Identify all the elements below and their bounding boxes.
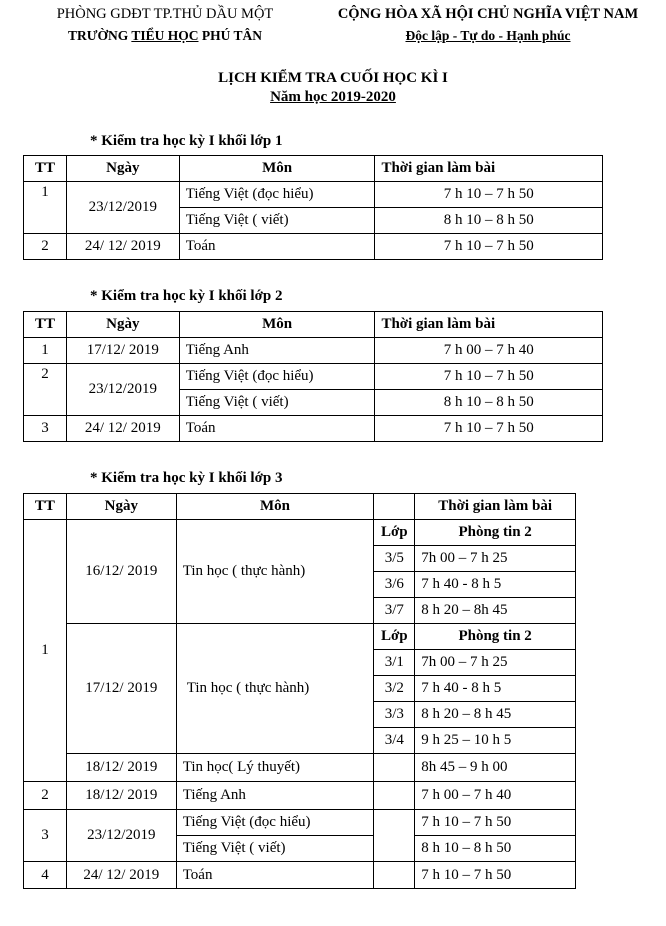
cell-class: 3/2 xyxy=(374,676,415,702)
cell-class: 3/5 xyxy=(374,546,415,572)
cell-tt: 2 xyxy=(24,782,67,810)
cell-date: 18/12/ 2019 xyxy=(66,782,176,810)
cell-time: 7 h 10 – 7 h 50 xyxy=(415,862,576,889)
cell-time: 7h 00 – 7 h 25 xyxy=(415,650,576,676)
header-tt: TT xyxy=(24,156,67,182)
grade1-heading: * Kiểm tra học kỳ I khối lớp 1 xyxy=(90,133,283,149)
cell-room-header: Phòng tin 2 xyxy=(415,624,576,650)
cell-tt: 1 xyxy=(24,338,67,364)
grade3-heading: * Kiểm tra học kỳ I khối lớp 3 xyxy=(90,470,283,486)
cell-time: 7 h 10 – 7 h 50 xyxy=(375,234,603,260)
cell-time: 7 h 10 – 7 h 50 xyxy=(415,810,576,836)
cell-subject: Tin học ( thực hành) xyxy=(176,624,374,754)
school-year: Năm học 2019-2020 xyxy=(270,89,396,105)
cell-tt: 1 xyxy=(24,520,67,782)
table-row xyxy=(24,416,603,442)
grade3-table xyxy=(23,493,576,889)
header-time: Thời gian làm bài xyxy=(375,312,603,338)
cell-subject: Tin học( Lý thuyết) xyxy=(176,754,374,782)
table-header-row xyxy=(24,156,603,182)
cell-class-header: Lớp xyxy=(374,520,415,546)
header-empty xyxy=(374,494,415,520)
table-row xyxy=(24,810,576,836)
cell-tt: 1 xyxy=(24,182,67,234)
table-row xyxy=(24,338,603,364)
cell-subject: Toán xyxy=(176,862,374,889)
cell-class-header: Lớp xyxy=(374,624,415,650)
header-tt: TT xyxy=(24,312,67,338)
cell-date: 17/12/ 2019 xyxy=(66,624,176,754)
cell-date: 24/ 12/ 2019 xyxy=(66,416,179,442)
header-subject: Môn xyxy=(176,494,374,520)
cell-subject: Tiếng Anh xyxy=(179,338,375,364)
school-name xyxy=(30,28,300,44)
table-row xyxy=(24,234,603,260)
table-row xyxy=(24,182,603,208)
header-tt: TT xyxy=(24,494,67,520)
cell-date: 17/12/ 2019 xyxy=(66,338,179,364)
cell-subject: Tiếng Việt ( viết) xyxy=(176,836,374,862)
cell-tt: 2 xyxy=(24,234,67,260)
header-date: Ngày xyxy=(66,156,179,182)
grade1-table xyxy=(23,155,603,260)
cell-time: 7 h 10 – 7 h 50 xyxy=(375,416,603,442)
cell-subject: Tiếng Anh xyxy=(176,782,374,810)
cell-class: 3/3 xyxy=(374,702,415,728)
cell-date: 18/12/ 2019 xyxy=(66,754,176,782)
cell-subject: Toán xyxy=(179,234,375,260)
table-row xyxy=(24,624,576,650)
cell-time: 7 h 40 - 8 h 5 xyxy=(415,676,576,702)
cell-time: 8 h 20 – 8h 45 xyxy=(415,598,576,624)
cell-time: 7 h 10 – 7 h 50 xyxy=(375,364,603,390)
cell-time: 8h 45 – 9 h 00 xyxy=(415,754,576,782)
cell-class: 3/6 xyxy=(374,572,415,598)
cell-time: 8 h 10 – 8 h 50 xyxy=(415,836,576,862)
school-name-underlined: TIỂU HỌC xyxy=(131,28,199,43)
cell-time: 7 h 00 – 7 h 40 xyxy=(415,782,576,810)
table-row xyxy=(24,520,576,546)
cell-tt: 4 xyxy=(24,862,67,889)
cell-date: 23/12/2019 xyxy=(66,810,176,862)
school-name-prefix: TRƯỜNG xyxy=(67,28,132,43)
header-subject: Môn xyxy=(179,156,375,182)
table-header-row xyxy=(24,312,603,338)
cell-date: 16/12/ 2019 xyxy=(66,520,176,624)
cell-subject: Tiếng Việt ( viết) xyxy=(179,208,375,234)
cell-time: 7 h 10 – 7 h 50 xyxy=(375,182,603,208)
cell-empty xyxy=(374,862,415,889)
cell-time: 8 h 10 – 8 h 50 xyxy=(375,208,603,234)
header-subject: Môn xyxy=(179,312,375,338)
cell-class: 3/4 xyxy=(374,728,415,754)
country-name: CỘNG HÒA XÃ HỘI CHỦ NGHĨA VIỆT NAM xyxy=(337,6,639,22)
cell-empty xyxy=(374,782,415,810)
cell-date: 24/ 12/ 2019 xyxy=(66,234,179,260)
cell-subject: Tin học ( thực hành) xyxy=(176,520,374,624)
cell-time: 9 h 25 – 10 h 5 xyxy=(415,728,576,754)
header-date: Ngày xyxy=(66,312,179,338)
table-row xyxy=(24,862,576,889)
cell-time: 7h 00 – 7 h 25 xyxy=(415,546,576,572)
cell-subject: Toán xyxy=(179,416,375,442)
cell-empty xyxy=(374,754,415,782)
cell-class: 3/1 xyxy=(374,650,415,676)
school-name-suffix: PHÚ TÂN xyxy=(198,28,263,43)
cell-tt: 3 xyxy=(24,416,67,442)
table-header-row xyxy=(24,494,576,520)
cell-tt: 2 xyxy=(24,364,67,416)
table-row xyxy=(24,754,576,782)
cell-time: 7 h 00 – 7 h 40 xyxy=(375,338,603,364)
header-date: Ngày xyxy=(66,494,176,520)
cell-time: 8 h 10 – 8 h 50 xyxy=(375,390,603,416)
department-name: PHÒNG GDĐT TP.THỦ DẦU MỘT xyxy=(56,6,274,22)
table-row xyxy=(24,782,576,810)
table-row xyxy=(24,364,603,390)
cell-subject: Tiếng Việt (đọc hiểu) xyxy=(176,810,374,836)
cell-time: 7 h 40 - 8 h 5 xyxy=(415,572,576,598)
cell-room-header: Phòng tin 2 xyxy=(415,520,576,546)
cell-date: 23/12/2019 xyxy=(66,364,179,416)
national-motto: Độc lập - Tự do - Hạnh phúc xyxy=(405,28,571,43)
cell-tt: 3 xyxy=(24,810,67,862)
cell-time: 8 h 20 – 8 h 45 xyxy=(415,702,576,728)
cell-class: 3/7 xyxy=(374,598,415,624)
document-title: LỊCH KIỂM TRA CUỐI HỌC KÌ I xyxy=(218,70,448,86)
header-time: Thời gian làm bài xyxy=(375,156,603,182)
cell-subject: Tiếng Việt ( viết) xyxy=(179,390,375,416)
grade2-heading: * Kiểm tra học kỳ I khối lớp 2 xyxy=(90,288,283,304)
cell-subject: Tiếng Việt (đọc hiểu) xyxy=(179,364,375,390)
cell-empty xyxy=(374,810,415,862)
cell-subject: Tiếng Việt (đọc hiểu) xyxy=(179,182,375,208)
grade2-table xyxy=(23,311,603,442)
header-time: Thời gian làm bài xyxy=(415,494,576,520)
cell-date: 23/12/2019 xyxy=(66,182,179,234)
cell-date: 24/ 12/ 2019 xyxy=(66,862,176,889)
